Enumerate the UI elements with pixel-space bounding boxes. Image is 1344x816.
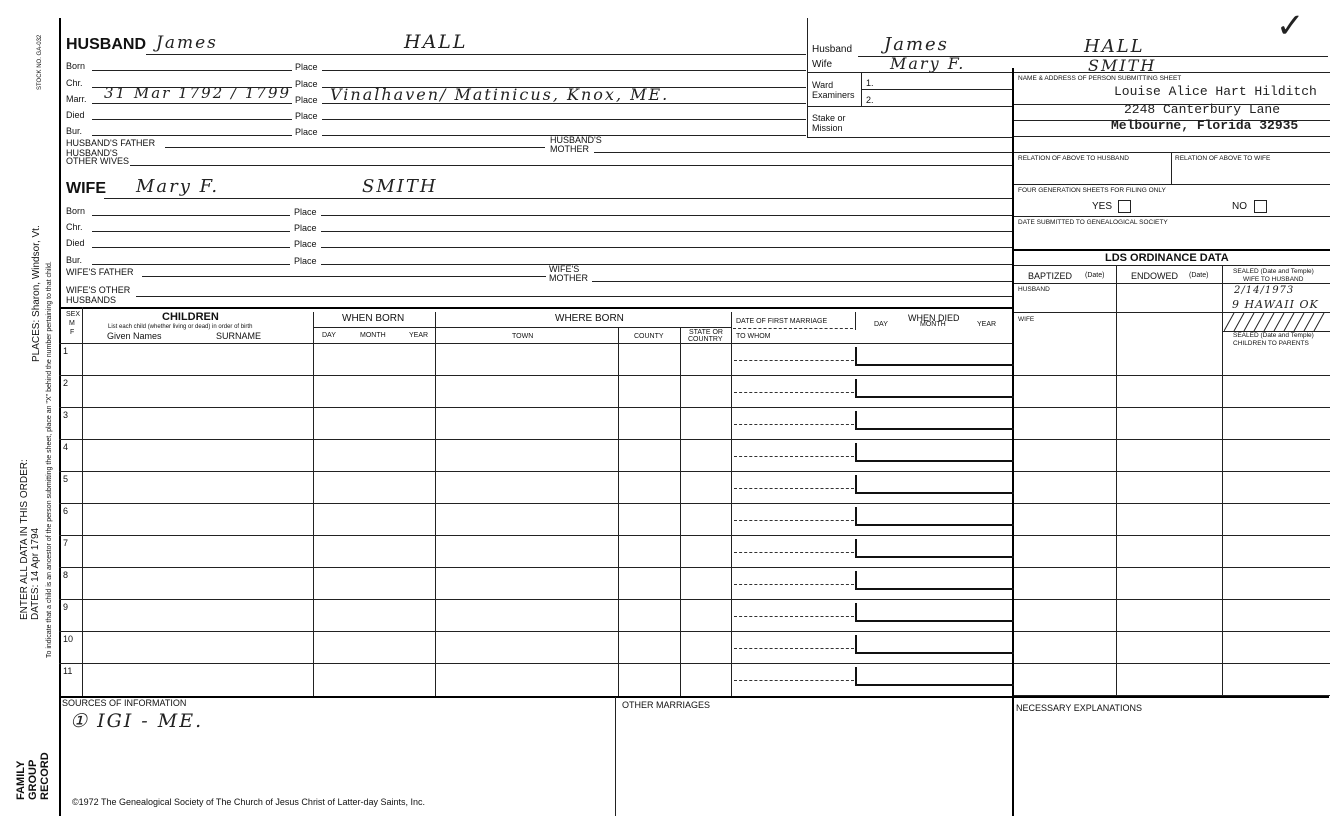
examiner-1-label: 1. bbox=[866, 78, 874, 88]
child-marriage-dash bbox=[734, 616, 854, 617]
col-sex-line bbox=[82, 307, 83, 696]
frame-right-header-line bbox=[807, 18, 808, 138]
child-row-number: 5 bbox=[63, 474, 69, 484]
wife-born-line bbox=[92, 215, 290, 216]
husband-given-name: James bbox=[156, 33, 218, 53]
wife-born-place-label: Place bbox=[294, 207, 317, 217]
stake-label: Stake or bbox=[812, 113, 846, 123]
form-title-record: RECORD bbox=[39, 752, 51, 800]
baptized-date-header: (Date) bbox=[1085, 272, 1105, 279]
husband-born-label: Born bbox=[66, 61, 86, 71]
husband-born-line bbox=[92, 70, 292, 71]
date-submitted-label: DATE SUBMITTED TO GENEALOGICAL SOCIETY bbox=[1018, 219, 1168, 226]
lds-top-line bbox=[1014, 249, 1330, 251]
husband-heading: HUSBAND bbox=[66, 36, 146, 53]
wifes-other-husbands-label-1: WIFE'S OTHER bbox=[66, 285, 131, 295]
wife-bur-line bbox=[92, 264, 290, 265]
right-wife-surname: SMITH bbox=[1088, 56, 1157, 75]
child-row-line bbox=[59, 407, 1012, 408]
endowed-date-header: (Date) bbox=[1189, 272, 1209, 279]
husband-born-place-line bbox=[322, 70, 806, 71]
ancestor-indicator-note: To indicate that a child is an ancestor of the person submitting the sheet, place an "X" behind the number pertaining to that child. bbox=[46, 261, 53, 658]
state-header-1: STATE OR bbox=[689, 329, 723, 336]
wife-chr-line bbox=[92, 231, 290, 232]
wife-died-place-label: Place bbox=[294, 239, 317, 249]
ward-label: Ward bbox=[812, 80, 834, 90]
places-note: PLACES: Sharon, Windsor, Vt. bbox=[31, 225, 42, 362]
died-year-header: YEAR bbox=[977, 321, 997, 328]
child-marriage-dash bbox=[734, 488, 854, 489]
child-death-date-box bbox=[855, 347, 1014, 366]
lds-row-line bbox=[1014, 695, 1330, 696]
bottom-section-top bbox=[59, 696, 1329, 698]
relation-top-line bbox=[1014, 152, 1330, 153]
lds-title-line bbox=[1014, 265, 1330, 266]
lds-row-line bbox=[1014, 631, 1330, 632]
sex-label: SEX bbox=[66, 311, 81, 318]
other-marriages-divider bbox=[615, 697, 616, 816]
child-death-date-box bbox=[855, 571, 1014, 590]
col-county-line bbox=[618, 327, 619, 696]
child-row-line bbox=[59, 631, 1012, 632]
child-death-date-box bbox=[855, 635, 1014, 654]
yes-checkbox[interactable] bbox=[1118, 200, 1131, 213]
husbands-mother-label-2: MOTHER bbox=[550, 144, 589, 154]
husbands-father-label: HUSBAND'S FATHER bbox=[66, 138, 156, 148]
lds-wife-row-label: WIFE bbox=[1018, 316, 1035, 323]
husband-bur-label: Bur. bbox=[66, 126, 83, 136]
husbands-mother-line bbox=[594, 152, 1012, 153]
wifes-mother-line bbox=[592, 281, 1012, 282]
husbands-mother-label-1: HUSBAND'S bbox=[550, 135, 602, 145]
wife-born-place-line bbox=[321, 215, 1012, 216]
sealed-wife-header-2: WIFE TO HUSBAND bbox=[1243, 276, 1304, 283]
child-row-number: 11 bbox=[63, 666, 73, 676]
state-header-2: COUNTRY bbox=[688, 336, 723, 343]
child-row-line bbox=[59, 535, 1012, 536]
right-husband-given: James bbox=[884, 34, 949, 55]
col-born-start-line bbox=[313, 312, 314, 696]
child-marriage-dash bbox=[734, 456, 854, 457]
right-wife-given: Mary F. bbox=[890, 54, 966, 73]
mission-label: Mission bbox=[812, 123, 843, 133]
no-checkbox[interactable] bbox=[1254, 200, 1267, 213]
sealed-children-header-2: CHILDREN TO PARENTS bbox=[1233, 340, 1309, 347]
born-month-header: MONTH bbox=[360, 332, 386, 339]
children-sub-note: List each child (whether living or dead) in order of birth bbox=[108, 324, 253, 330]
born-year-header: YEAR bbox=[409, 332, 429, 339]
wife-died-place-line bbox=[321, 247, 1012, 248]
lds-row-line bbox=[1014, 663, 1330, 664]
child-row-number: 10 bbox=[63, 634, 74, 644]
wife-surname: SMITH bbox=[362, 176, 438, 197]
form-title-group: GROUP bbox=[27, 759, 39, 800]
wife-name-line bbox=[104, 198, 1012, 199]
husband-bur-line bbox=[92, 135, 292, 136]
husband-born-place-label: Place bbox=[295, 62, 318, 72]
husbands-other-wives-label-2: OTHER WIVES bbox=[66, 156, 130, 166]
col-state-line bbox=[680, 327, 681, 696]
submitter-name: Louise Alice Hart Hilditch bbox=[1114, 84, 1317, 99]
child-marriage-dash bbox=[734, 648, 854, 649]
county-header: COUNTY bbox=[634, 333, 664, 340]
husband-marriage-date: 31 Mar 1792 / 1799 bbox=[104, 84, 292, 102]
wifes-mother-label-2: MOTHER bbox=[549, 273, 588, 283]
stake-line bbox=[808, 137, 1012, 138]
child-row-number: 6 bbox=[63, 506, 69, 516]
col-marriage-line bbox=[731, 312, 732, 696]
relation-wife-label: RELATION OF ABOVE TO WIFE bbox=[1175, 155, 1271, 162]
husband-marr-line bbox=[92, 103, 292, 104]
husband-chr-place-label: Place bbox=[295, 79, 318, 89]
sealed-entry-temple: 9 HAWAII OK bbox=[1232, 298, 1319, 311]
child-row-line bbox=[59, 567, 1012, 568]
stock-number: STOCK NO. GA-032 bbox=[37, 34, 43, 90]
child-row-number: 3 bbox=[63, 410, 69, 420]
child-marriage-dash bbox=[734, 424, 854, 425]
died-month-header: MONTH bbox=[920, 321, 946, 328]
born-day-header: DAY bbox=[322, 332, 336, 339]
children-table-top bbox=[59, 307, 1012, 309]
wife-given-name: Mary F. bbox=[136, 176, 220, 197]
lds-header-line bbox=[1014, 283, 1330, 284]
col-died-header-line bbox=[855, 312, 856, 330]
child-death-date-box bbox=[855, 539, 1014, 558]
other-marriages-label: OTHER MARRIAGES bbox=[622, 700, 711, 710]
wife-chr-place-label: Place bbox=[294, 223, 317, 233]
wifes-father-line bbox=[142, 276, 546, 277]
examiners-label: Examiners bbox=[812, 90, 855, 100]
right-husband-label: Husband bbox=[812, 44, 853, 55]
when-born-header: WHEN BORN bbox=[342, 313, 405, 324]
no-label: NO bbox=[1232, 201, 1247, 212]
when-died-header: WHEN DIED bbox=[908, 313, 960, 323]
sealed-children-header-1: SEALED (Date and Temple) bbox=[1233, 332, 1314, 339]
husband-died-place-line bbox=[322, 119, 806, 120]
husband-died-place-label: Place bbox=[295, 111, 318, 121]
child-death-date-box bbox=[855, 475, 1014, 494]
child-row-line bbox=[59, 663, 1012, 664]
child-death-date-box bbox=[855, 443, 1014, 462]
husband-name-line bbox=[146, 54, 806, 55]
wife-heading: WIFE bbox=[66, 180, 106, 197]
child-death-date-box bbox=[855, 507, 1014, 526]
first-marriage-header: DATE OF FIRST MARRIAGE bbox=[736, 318, 828, 325]
verification-checkmark: ✓ bbox=[1276, 6, 1307, 46]
child-row-number: 1 bbox=[63, 346, 69, 356]
examiner-1-line bbox=[862, 89, 1012, 90]
child-row-line bbox=[59, 375, 1012, 376]
child-death-date-box bbox=[855, 411, 1014, 430]
sealed-wife-header-1: SEALED (Date and Temple) bbox=[1233, 268, 1314, 275]
examiner-2-line bbox=[808, 106, 1012, 107]
wife-bur-place-label: Place bbox=[294, 256, 317, 266]
lds-row-line bbox=[1014, 375, 1330, 376]
child-row-line bbox=[59, 503, 1012, 504]
children-subheader-line bbox=[313, 327, 731, 328]
sex-m-label: M bbox=[69, 320, 75, 327]
child-row-line bbox=[59, 471, 1012, 472]
wife-died-label: Died bbox=[66, 238, 85, 248]
wifes-mother-label-1: WIFE'S bbox=[549, 264, 580, 274]
children-header-bottom bbox=[59, 343, 1012, 344]
submitter-top-line bbox=[1014, 72, 1330, 73]
dates-note: DATES: 14 Apr 1794 bbox=[30, 527, 41, 620]
child-death-date-box bbox=[855, 667, 1014, 686]
baptized-header: BAPTIZED bbox=[1028, 271, 1073, 281]
husband-marriage-place: Vinalhaven/ Matinicus, Knox, ME. bbox=[330, 85, 670, 104]
died-day-header: DAY bbox=[874, 321, 888, 328]
four-gen-top-line bbox=[1014, 184, 1330, 185]
child-marriage-dash bbox=[734, 392, 854, 393]
to-whom-header: TO WHOM bbox=[736, 333, 771, 340]
lds-row-line bbox=[1014, 535, 1330, 536]
yes-label: YES bbox=[1092, 201, 1113, 212]
wife-bur-label: Bur. bbox=[66, 255, 83, 265]
child-death-date-box bbox=[855, 379, 1014, 398]
wifes-other-husbands-label-2: HUSBANDS bbox=[66, 295, 117, 305]
town-header: TOWN bbox=[512, 333, 534, 340]
lds-row-line bbox=[1014, 503, 1330, 504]
husband-died-label: Died bbox=[66, 110, 85, 120]
wifes-father-label: WIFE'S FATHER bbox=[66, 267, 134, 277]
child-row-number: 2 bbox=[63, 378, 69, 388]
wife-bur-place-line bbox=[321, 264, 1012, 265]
lds-title: LDS ORDINANCE DATA bbox=[1105, 252, 1229, 264]
sex-f-label: F bbox=[70, 329, 75, 336]
lds-row-line bbox=[1014, 407, 1330, 408]
submitter-city: Melbourne, Florida 32935 bbox=[1111, 118, 1299, 133]
wifes-other-husbands-line bbox=[136, 296, 1012, 297]
lds-row-line bbox=[1014, 439, 1330, 440]
relation-husband-label: RELATION OF ABOVE TO HUSBAND bbox=[1018, 155, 1129, 162]
wife-chr-label: Chr. bbox=[66, 222, 83, 232]
wife-born-label: Born bbox=[66, 206, 86, 216]
lds-row-line bbox=[1014, 471, 1330, 472]
given-names-header: Given Names bbox=[107, 331, 162, 341]
husband-marr-label: Marr. bbox=[66, 94, 87, 104]
child-marriage-dash bbox=[734, 584, 854, 585]
husband-chr-label: Chr. bbox=[66, 78, 83, 88]
child-marriage-dash bbox=[734, 520, 854, 521]
husband-bur-place-label: Place bbox=[295, 127, 318, 137]
wife-chr-place-line bbox=[321, 231, 1012, 232]
child-marriage-dash bbox=[734, 360, 854, 361]
husband-marr-place-label: Place bbox=[295, 95, 318, 105]
lds-row-line bbox=[1014, 599, 1330, 600]
child-row-number: 4 bbox=[63, 442, 69, 452]
date-submitted-top-line bbox=[1014, 216, 1330, 217]
husbands-father-line bbox=[165, 147, 545, 148]
sealed-entry-date: 2/14/1973 bbox=[1234, 285, 1295, 296]
child-death-date-box bbox=[855, 603, 1014, 622]
form-title-family: FAMILY bbox=[15, 760, 27, 800]
submitter-line-3 bbox=[1014, 136, 1330, 137]
sources-label: SOURCES OF INFORMATION bbox=[62, 698, 187, 708]
submitter-label: NAME & ADDRESS OF PERSON SUBMITTING SHEET bbox=[1018, 75, 1182, 82]
four-gen-label: FOUR GENERATION SHEETS FOR FILING ONLY bbox=[1018, 187, 1166, 194]
where-born-header: WHERE BORN bbox=[555, 313, 624, 324]
surname-header: SURNAME bbox=[216, 331, 262, 341]
submitter-street: 2248 Canterbury Lane bbox=[1124, 102, 1281, 117]
lds-row-line bbox=[1014, 567, 1330, 568]
child-row-line bbox=[59, 439, 1012, 440]
children-heading: CHILDREN bbox=[162, 311, 219, 323]
child-row-number: 7 bbox=[63, 538, 69, 548]
child-row-number: 8 bbox=[63, 570, 69, 580]
order-note: ENTER ALL DATA IN THIS ORDER: bbox=[19, 459, 30, 620]
first-marriage-dash bbox=[733, 328, 853, 329]
husband-surname: HALL bbox=[404, 31, 468, 53]
child-row-line bbox=[59, 599, 1012, 600]
child-row-number: 9 bbox=[63, 602, 69, 612]
child-marriage-dash bbox=[734, 680, 854, 681]
husbands-other-wives-label-1: HUSBAND'S bbox=[66, 148, 118, 158]
relation-divider bbox=[1171, 152, 1172, 184]
col-where-start-line bbox=[435, 312, 436, 696]
husbands-other-wives-line bbox=[130, 165, 1012, 166]
child-marriage-dash bbox=[734, 552, 854, 553]
examiner-2-label: 2. bbox=[866, 95, 874, 105]
right-wife-label: Wife bbox=[812, 59, 832, 70]
endowed-header: ENDOWED bbox=[1131, 271, 1178, 281]
necessary-explanations-label: NECESSARY EXPLANATIONS bbox=[1016, 703, 1143, 713]
husband-died-line bbox=[92, 119, 292, 120]
sources-entry: ① IGI - ME. bbox=[70, 710, 204, 732]
copyright-notice: ©1972 The Genealogical Society of The Church of Jesus Christ of Latter-day Saints, Inc. bbox=[72, 797, 425, 807]
lds-husband-row-label: HUSBAND bbox=[1018, 286, 1050, 293]
crossed-out-box bbox=[1224, 313, 1330, 331]
right-husband-surname: HALL bbox=[1084, 36, 1145, 57]
frame-right-section-line bbox=[1012, 68, 1014, 816]
wife-died-line bbox=[92, 247, 290, 248]
